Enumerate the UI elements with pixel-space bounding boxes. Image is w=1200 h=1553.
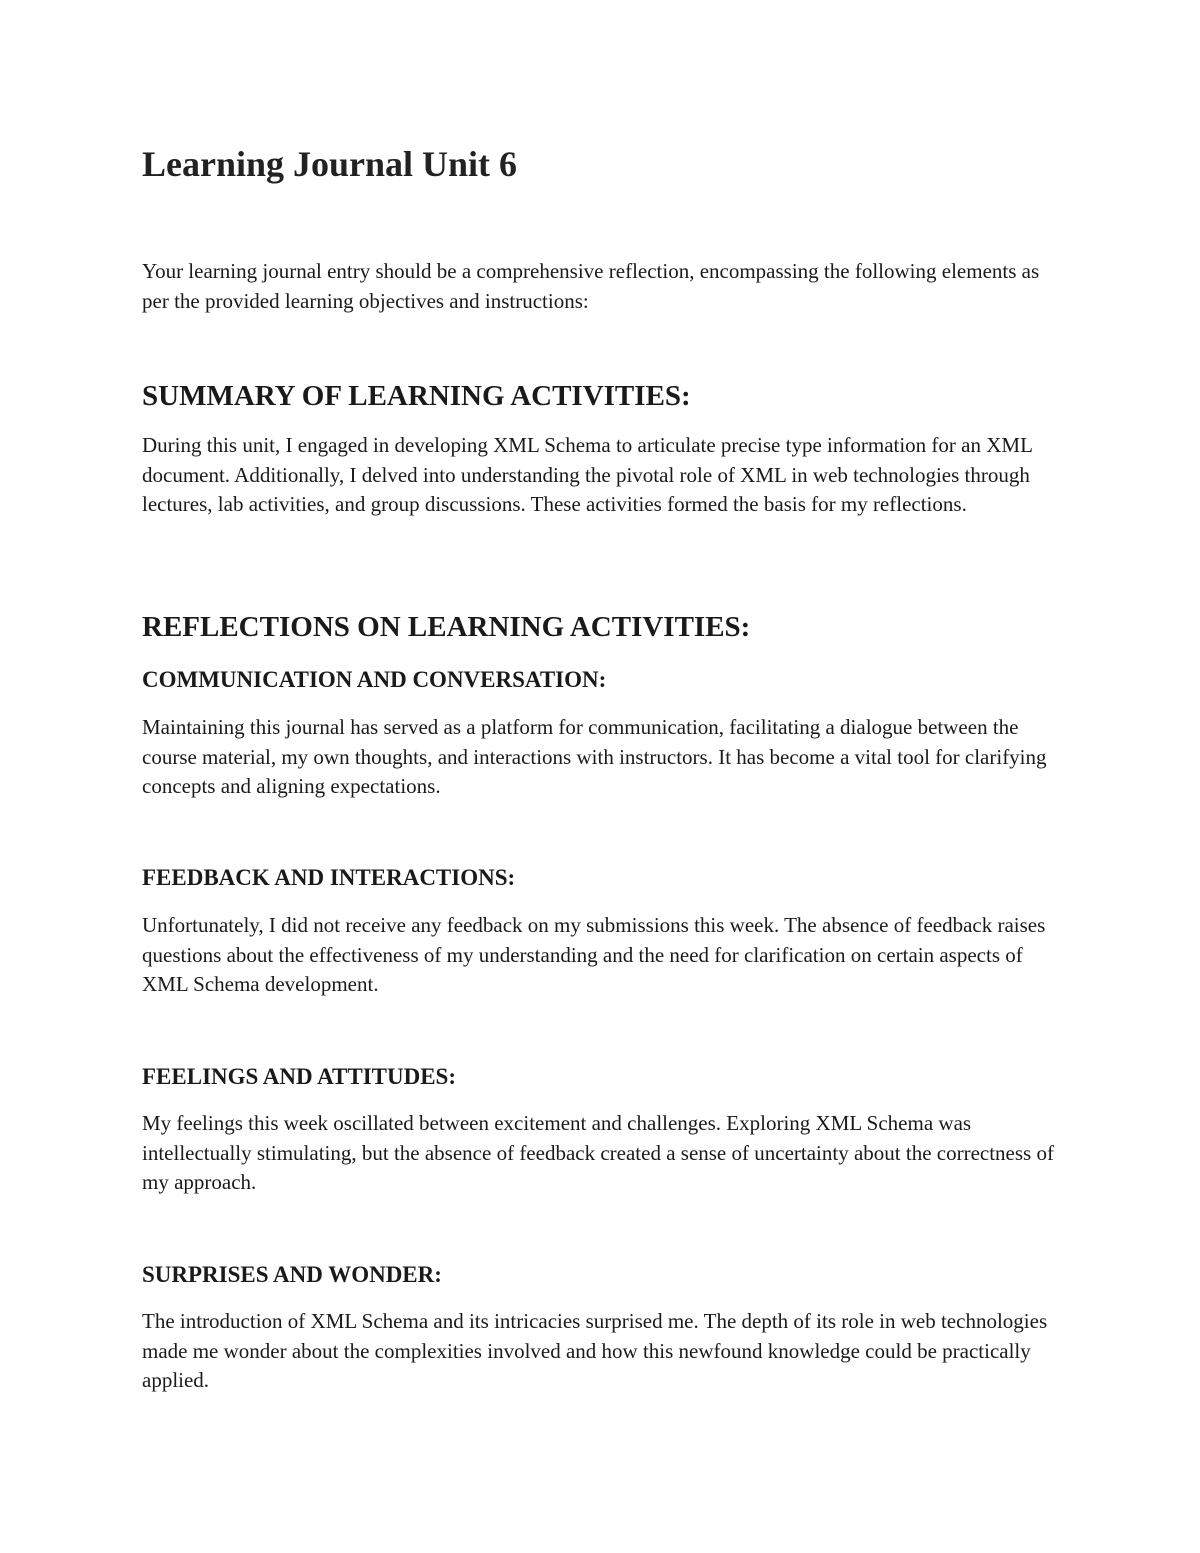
surprises-paragraph: The introduction of XML Schema and its intricacies surprised me. The depth of its role in web technologies made me wonder about the complexities involved and how this newfound knowledge could be practically applied. xyxy=(142,1309,1048,1393)
summary-heading: SUMMARY OF LEARNING ACTIVITIES: xyxy=(142,380,691,412)
communication-heading: COMMUNICATION AND CONVERSATION: xyxy=(142,667,607,692)
reflections-heading: REFLECTIONS ON LEARNING ACTIVITIES: xyxy=(142,611,751,643)
communication-paragraph: Maintaining this journal has served as a platform for communication, facilitating a dialogue between the course material, my own thoughts, and interactions with instructors. It has become a vital tool for clarifying concepts and aligning expectations. xyxy=(142,715,1047,799)
feedback-paragraph: Unfortunately, I did not receive any feedback on my submissions this week. The absence of feedback raises questions about the effectiveness of my understanding and the need for clarification on certain aspects of XML Schema development. xyxy=(142,913,1046,997)
feedback-heading: FEEDBACK AND INTERACTIONS: xyxy=(142,865,516,890)
feelings-heading: FEELINGS AND ATTITUDES: xyxy=(142,1064,456,1089)
feelings-paragraph: My feelings this week oscillated between excitement and challenges. Exploring XML Schema was intellectually stimulating, but the absence of feedback created a sense of uncertainty about the correctness of my approach. xyxy=(142,1111,1054,1195)
document-title: Learning Journal Unit 6 xyxy=(142,144,518,184)
summary-paragraph: During this unit, I engaged in developing XML Schema to articulate precise type information for an XML document. Additionally, I delved into understanding the pivotal role of XML in web technologies through lectures, lab activities, and group discussions. These activities formed the basis for my reflections. xyxy=(142,433,1033,517)
surprises-heading: SURPRISES AND WONDER: xyxy=(142,1262,442,1287)
intro-paragraph: Your learning journal entry should be a comprehensive reflection, encompassing the following elements as per the provided learning objectives and instructions: xyxy=(142,259,1040,313)
